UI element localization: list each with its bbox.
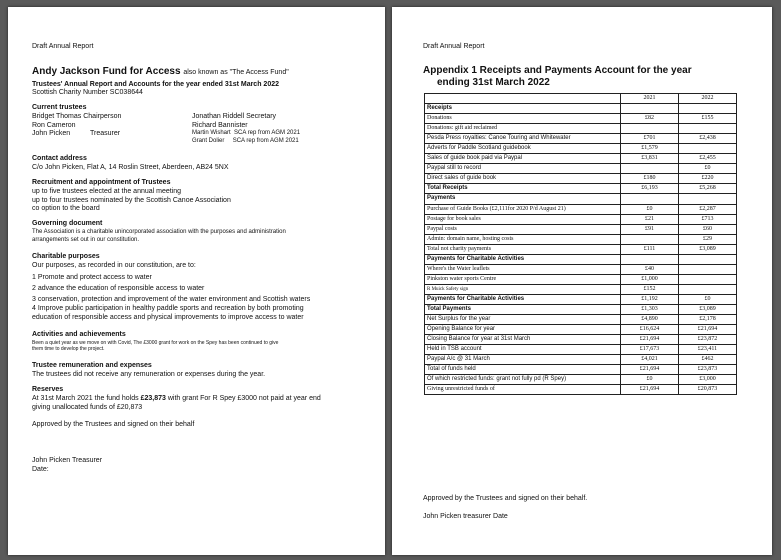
reserves-heading: Reserves [32,386,64,393]
recruitment-line: up to four trustees nominated by the Scottish Canoe Association [32,196,231,204]
activities-line: Been a quiet year as we move on with Covid, The £3000 grant for work on the Spey has been continued to give [32,340,279,346]
value-2022 [679,284,737,294]
value-2021 [621,254,679,264]
value-2021: £701 [621,134,679,144]
sca-reps [192,130,300,145]
trustee-name: Ron Cameron [32,121,76,129]
purpose-line: 4 Improve public participation in healthy paddle sports and recreation by both promoting [32,305,304,312]
header-label-cell [425,94,621,104]
table-row [425,214,737,224]
table-row [425,234,737,244]
value-2021: £21,694 [621,385,679,395]
value-2021: £1,579 [621,144,679,154]
table-row [425,144,737,154]
trustee-name-text: John Picken [32,130,71,137]
value-2022 [679,194,737,204]
reserves-amount: £23,873 [140,395,166,402]
value-2021: £1,000 [621,274,679,284]
signatory: John Picken Treasurer [32,457,103,464]
purpose-item: 3 conservation, protection and improvement of the water environment and Scottish waters [32,296,311,303]
table-row [425,325,737,335]
value-2022: £2,455 [679,154,737,164]
value-2021: £21,694 [621,335,679,345]
value-2022 [679,104,737,114]
recruitment-list [32,188,231,214]
value-2021: £111 [621,244,679,254]
reserves-pre: At 31st March 2021 the fund holds [32,395,141,402]
fund-name: Andy Jackson Fund for Access [32,66,181,77]
row-label: Postage for book sales [425,214,621,224]
row-label: Donations [425,114,621,124]
approval-statement: Approved by the Trustees and signed on their behalf [32,421,195,428]
row-label: Total of funds held [425,365,621,375]
report-page-right [392,7,772,555]
table-row [425,254,737,264]
trustees-list-right [192,113,276,130]
value-2021: £0 [621,375,679,385]
purpose-line: education of responsible access and physical improvements to improve access to water [32,313,304,321]
value-2021: £16,624 [621,325,679,335]
fund-title [32,66,289,77]
contact-address: C/o John Picken, Flat A, 14 Roslin Street, Aberdeen, AB24 5NX [32,164,229,171]
value-2022: £2,438 [679,134,737,144]
table-row [425,124,737,134]
table-row [425,174,737,184]
table-row [425,204,737,214]
trustee-name: Jonathan Riddell Secretary [192,113,277,120]
value-2022: £29 [679,234,737,244]
report-subtitle: Trustees' Annual Report and Accounts for the year ended 31st March 2022 [32,81,279,88]
treasurer-role: Treasurer [90,130,121,137]
table-row [425,315,737,325]
value-2021: £4,890 [621,315,679,325]
reserves-line: giving unallocated funds of £20,873 [32,403,143,411]
value-2021: £17,673 [621,345,679,355]
row-label: Total Receipts [425,184,621,194]
value-2022 [679,264,737,274]
value-2022: £462 [679,355,737,365]
appendix-title: Appendix 1 Receipts and Payments Account for the year [423,65,692,76]
row-label: Held in TSB account [425,345,621,355]
table-row [425,134,737,144]
row-label: Direct sales of guide book [425,174,621,184]
page-header: Draft Annual Report [423,43,485,50]
row-label: Sales of guide book paid via Paypal [425,154,621,164]
value-2022: £23,411 [679,345,737,355]
value-2022: £2,178 [679,315,737,325]
row-label: Donations: gift aid reclaimed [425,124,621,134]
table-row [425,184,737,194]
signatory: John Picken treasurer Date [423,513,508,520]
value-2021: £40 [621,264,679,274]
activities-heading: Activities and achievements [32,331,126,338]
row-label: Total not charity payments [425,244,621,254]
value-2021: £1,303 [621,304,679,314]
recruitment-heading: Recruitment and appointment of Trustees [32,179,171,186]
row-label: Of which restricted funds: grant not fully pd (R Spey) [425,375,621,385]
value-2021 [621,164,679,174]
row-label: Purchase of Guide Books (£2,111for 2020 P/d August 21) [425,204,621,214]
row-label: Giving unrestricted funds of [425,385,621,395]
approval-statement: Approved by the Trustees and signed on their behalf. [423,495,588,502]
column-header-2022: 2022 [679,94,737,104]
table-row [425,284,737,294]
remuneration-text: The trustees did not receive any remuneration or expenses during the year. [32,371,266,378]
value-2021: £152 [621,284,679,294]
value-2022 [679,274,737,284]
table-row [425,194,737,204]
value-2021 [621,104,679,114]
trustee-name: Richard Bannister [192,121,248,129]
value-2021 [621,124,679,134]
value-2021: £180 [621,174,679,184]
recruitment-line: up to five trustees elected at the annual meeting [32,188,182,195]
value-2022: £3,089 [679,304,737,314]
date-label: Date: [32,466,49,473]
table-row [425,164,737,174]
table-body [425,104,737,395]
value-2021: £82 [621,114,679,124]
governing-text [32,229,286,244]
table-row [425,375,737,385]
value-2022: £23,872 [679,335,737,345]
governing-heading: Governing document [32,220,103,227]
value-2022: £23,873 [679,365,737,375]
sca-rep-name: Martin Wishart [192,130,231,136]
row-label: Closing Balance for year at 31st March [425,335,621,345]
table-row [425,294,737,304]
value-2021 [621,194,679,204]
value-2022: £20,873 [679,385,737,395]
report-page-left [8,7,385,555]
table-row [425,104,737,114]
table-row [425,264,737,274]
purposes-intro: Our purposes, as recorded in our constitution, are to: [32,262,196,269]
row-label: Paypal costs [425,224,621,234]
purposes-heading: Charitable purposes [32,253,100,260]
row-label: Receipts [425,104,621,114]
value-2021: £3,831 [621,154,679,164]
purposes-list [32,272,310,305]
reserves-text [32,395,321,412]
row-label: Where's the Water leaflets [425,264,621,274]
recruitment-line: co option to the board [32,205,100,212]
column-header-2021: 2021 [621,94,679,104]
table-row [425,154,737,164]
row-label: Pinkston water sports Centre [425,274,621,284]
value-2021: £91 [621,224,679,234]
table-row [425,385,737,395]
value-2022: £220 [679,174,737,184]
purpose-item: 2 advance the education of responsible access to water [32,285,205,292]
activities-text [32,340,278,352]
sca-rep-role: SCA rep from AGM 2021 [232,137,299,144]
table-row [425,114,737,124]
value-2022: £0 [679,294,737,304]
contact-heading: Contact address [32,155,87,162]
row-label: R Muick Safety sign [425,284,621,294]
sca-rep-role: SCA rep from AGM 2021 [234,130,301,136]
value-2021: £21,694 [621,365,679,375]
row-label: Net Surplus for the year [425,315,621,325]
value-2021: £1,192 [621,294,679,304]
value-2021: £21 [621,214,679,224]
fund-aka: also known as "The Access Fund" [183,69,289,76]
trustees-list-left [32,113,121,139]
value-2022: £60 [679,224,737,234]
value-2022: £0 [679,164,737,174]
charity-number: Scottish Charity Number SC038644 [32,89,143,96]
sca-rep-row [192,130,300,138]
table-row [425,365,737,375]
table-header-row [425,94,737,104]
value-2022: £5,268 [679,184,737,194]
row-label: Total Payments [425,304,621,314]
reserves-post: with grant For R Spey £3000 not paid at year end [165,395,321,402]
value-2022: £155 [679,114,737,124]
activities-line: them time to develop the project. [32,346,105,352]
value-2022 [679,144,737,154]
table-row [425,274,737,284]
value-2022 [679,254,737,264]
table-row [425,355,737,365]
value-2022: £3,089 [679,244,737,254]
table-row [425,244,737,254]
purpose-item: 1 Promote and protect access to water [32,274,152,281]
governing-line: arrangements set out in our constitution. [32,236,140,243]
row-label: Opening Balance for year [425,325,621,335]
table-row [425,224,737,234]
row-label: Paypal A/c @ 31 March [425,355,621,365]
purpose-item-4 [32,305,304,322]
governing-line: The Association is a charitable unincorporated association with the purposes and administration [32,229,286,235]
value-2022: £3,000 [679,375,737,385]
value-2022: £21,694 [679,325,737,335]
row-label: Admin: domain name, hosting costs [425,234,621,244]
sca-rep-name: Grant Dolier [192,137,225,144]
value-2022: £713 [679,214,737,224]
table-row [425,335,737,345]
trustee-name [32,130,121,139]
table-row [425,345,737,355]
row-label: Payments for Charitable Activities [425,254,621,264]
row-label: Pesda Press royalties: Canoe Touring and Whitewater [425,134,621,144]
value-2021 [621,234,679,244]
sca-rep-row [192,138,300,146]
page-header: Draft Annual Report [32,43,94,50]
row-label: Payments [425,194,621,204]
value-2021: £6,193 [621,184,679,194]
value-2022 [679,124,737,134]
trustees-heading: Current trustees [32,104,87,111]
table-row [425,304,737,314]
row-label: Paypal still to record [425,164,621,174]
row-label: Adverts for Paddle Scotland guidebook [425,144,621,154]
remuneration-heading: Trustee remuneration and expenses [32,362,152,369]
receipts-payments-table [424,93,737,395]
appendix-title-line2: ending 31st March 2022 [437,77,550,88]
value-2021: £4,021 [621,355,679,365]
value-2022: £2,287 [679,204,737,214]
row-label: Payments for Charitable Activities [425,294,621,304]
trustee-name: Bridget Thomas Chairperson [32,113,122,120]
value-2021: £0 [621,204,679,214]
reserves-line [32,395,321,404]
